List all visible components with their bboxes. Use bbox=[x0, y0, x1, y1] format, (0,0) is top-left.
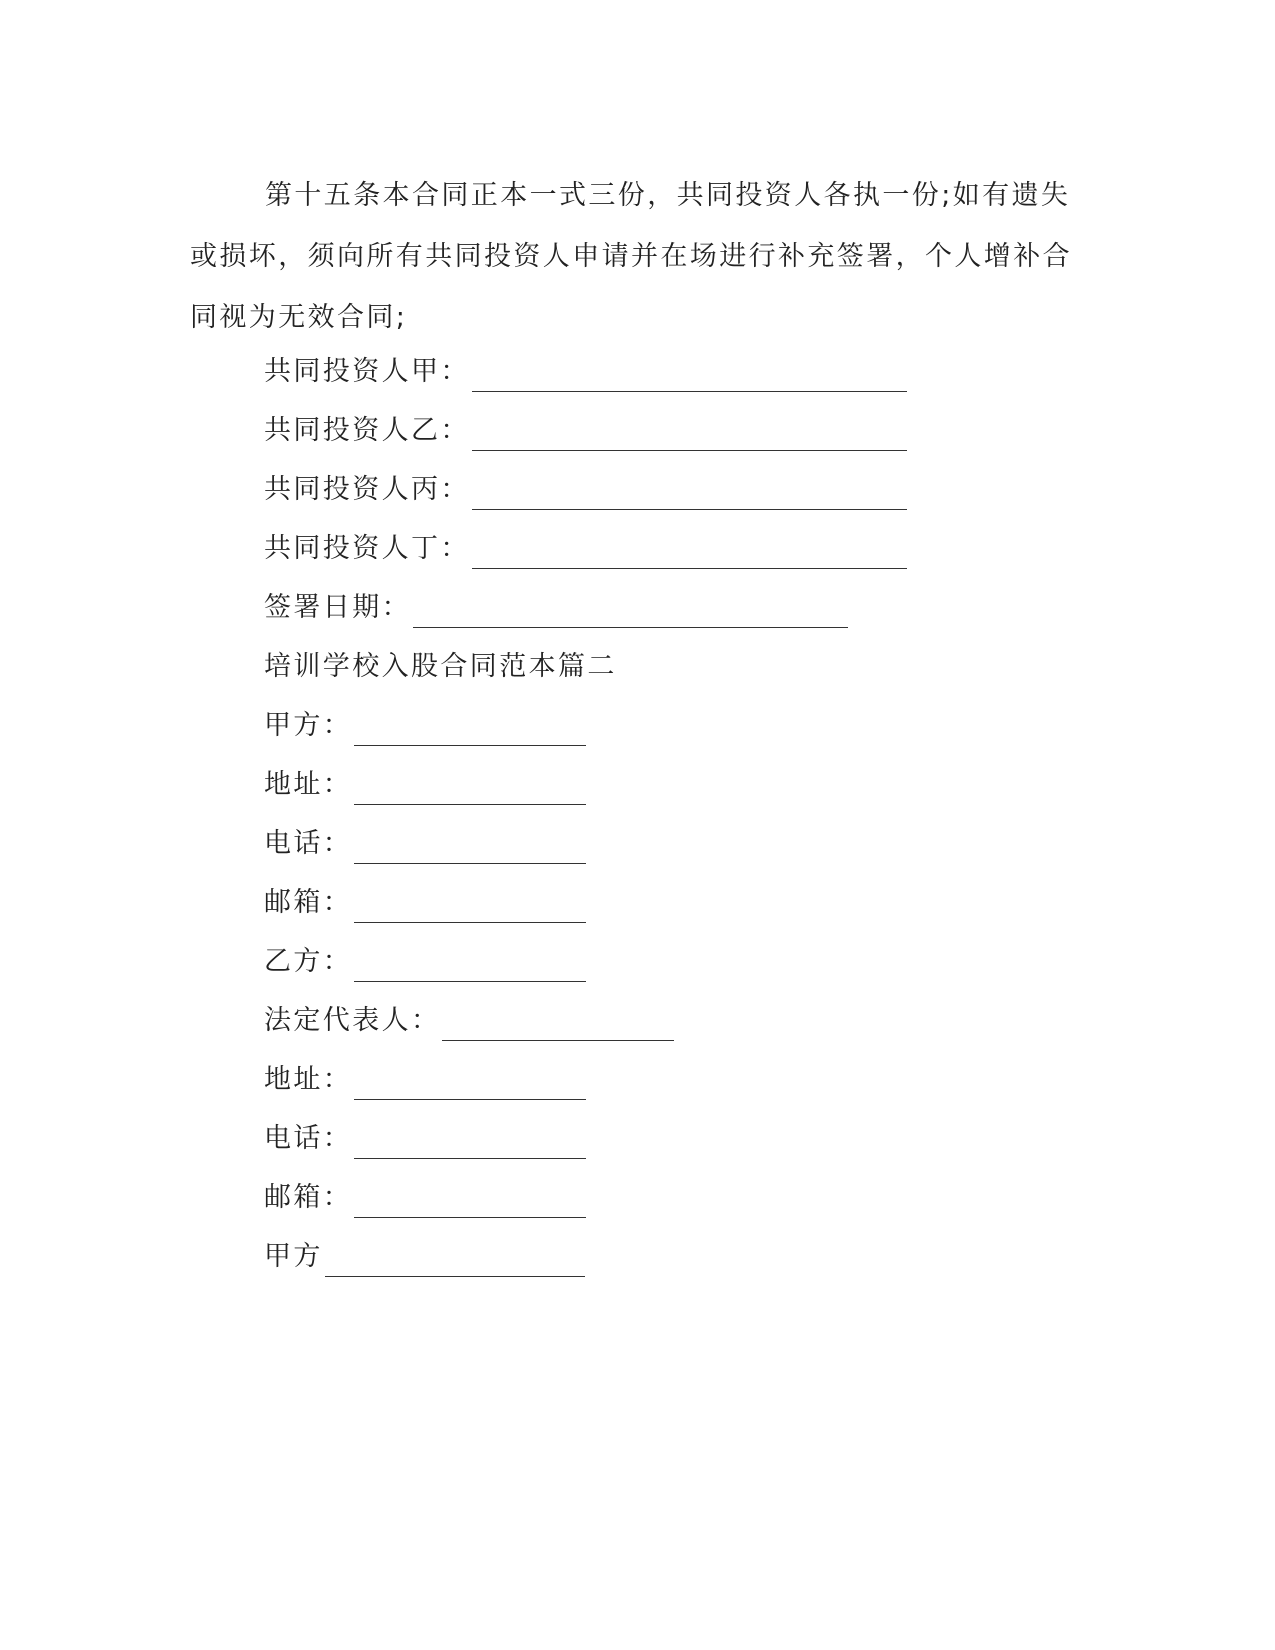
signatory-a-line bbox=[264, 352, 907, 392]
signatory-d-label: 共同投资人丁： bbox=[264, 533, 470, 564]
party-a-name-line bbox=[264, 706, 586, 746]
sign-date-label: 签署日期： bbox=[264, 592, 411, 623]
party-b-name-line bbox=[264, 942, 586, 982]
party-b-email-blank[interactable] bbox=[354, 1187, 586, 1218]
party-a-phone-label: 电话： bbox=[264, 828, 353, 859]
party-b-rep-label: 法定代表人： bbox=[264, 1005, 441, 1036]
party-a-email-label: 邮箱： bbox=[264, 887, 353, 918]
clause-fifteen-paragraph: 第十五条本合同正本一式三份，共同投资人各执一份;如有遗失或损坏，须向所有共同投资人申请并在场进行补充签署，个人增补合同视为无效合同; bbox=[190, 180, 1072, 333]
party-a-email-line bbox=[264, 883, 586, 923]
section-title: 培训学校入股合同范本篇二 bbox=[264, 651, 617, 682]
party-b-address-line bbox=[264, 1060, 586, 1100]
party-b-name-blank[interactable] bbox=[354, 951, 586, 982]
sign-date-line bbox=[264, 588, 848, 628]
signatory-b-blank[interactable] bbox=[472, 420, 907, 451]
party-b-email-label: 邮箱： bbox=[264, 1182, 353, 1213]
party-a-phone-line bbox=[264, 824, 586, 864]
party-b-phone-blank[interactable] bbox=[354, 1128, 586, 1159]
signatory-a-label: 共同投资人甲： bbox=[264, 356, 470, 387]
party-b-address-blank[interactable] bbox=[354, 1069, 586, 1100]
signatory-c-blank[interactable] bbox=[472, 479, 907, 510]
party-a-phone-blank[interactable] bbox=[354, 833, 586, 864]
party-b-rep-blank[interactable] bbox=[442, 1010, 674, 1041]
sign-date-blank[interactable] bbox=[413, 597, 848, 628]
signatory-d-blank[interactable] bbox=[472, 538, 907, 569]
party-b-name-label: 乙方： bbox=[264, 946, 353, 977]
party-a-address-line bbox=[264, 765, 586, 805]
signatory-c-line bbox=[264, 470, 907, 510]
party-b-phone-line bbox=[264, 1119, 586, 1159]
party-a-email-blank[interactable] bbox=[354, 892, 586, 923]
party-a-address-label: 地址： bbox=[264, 769, 353, 800]
final-party-a-blank[interactable] bbox=[325, 1246, 585, 1277]
signatory-b-line bbox=[264, 411, 907, 451]
signatory-d-line bbox=[264, 529, 907, 569]
signatory-c-label: 共同投资人丙： bbox=[264, 474, 470, 505]
section-title-line bbox=[264, 647, 617, 687]
party-b-phone-label: 电话： bbox=[264, 1123, 353, 1154]
final-party-a-line bbox=[264, 1237, 585, 1277]
final-party-a-label: 甲方 bbox=[264, 1241, 323, 1272]
signatory-b-label: 共同投资人乙： bbox=[264, 415, 470, 446]
party-b-rep-line bbox=[264, 1001, 674, 1041]
party-b-email-line bbox=[264, 1178, 586, 1218]
party-a-name-label: 甲方： bbox=[264, 710, 353, 741]
party-b-address-label: 地址： bbox=[264, 1064, 353, 1095]
signatory-a-blank[interactable] bbox=[472, 361, 907, 392]
party-a-name-blank[interactable] bbox=[354, 715, 586, 746]
party-a-address-blank[interactable] bbox=[354, 774, 586, 805]
